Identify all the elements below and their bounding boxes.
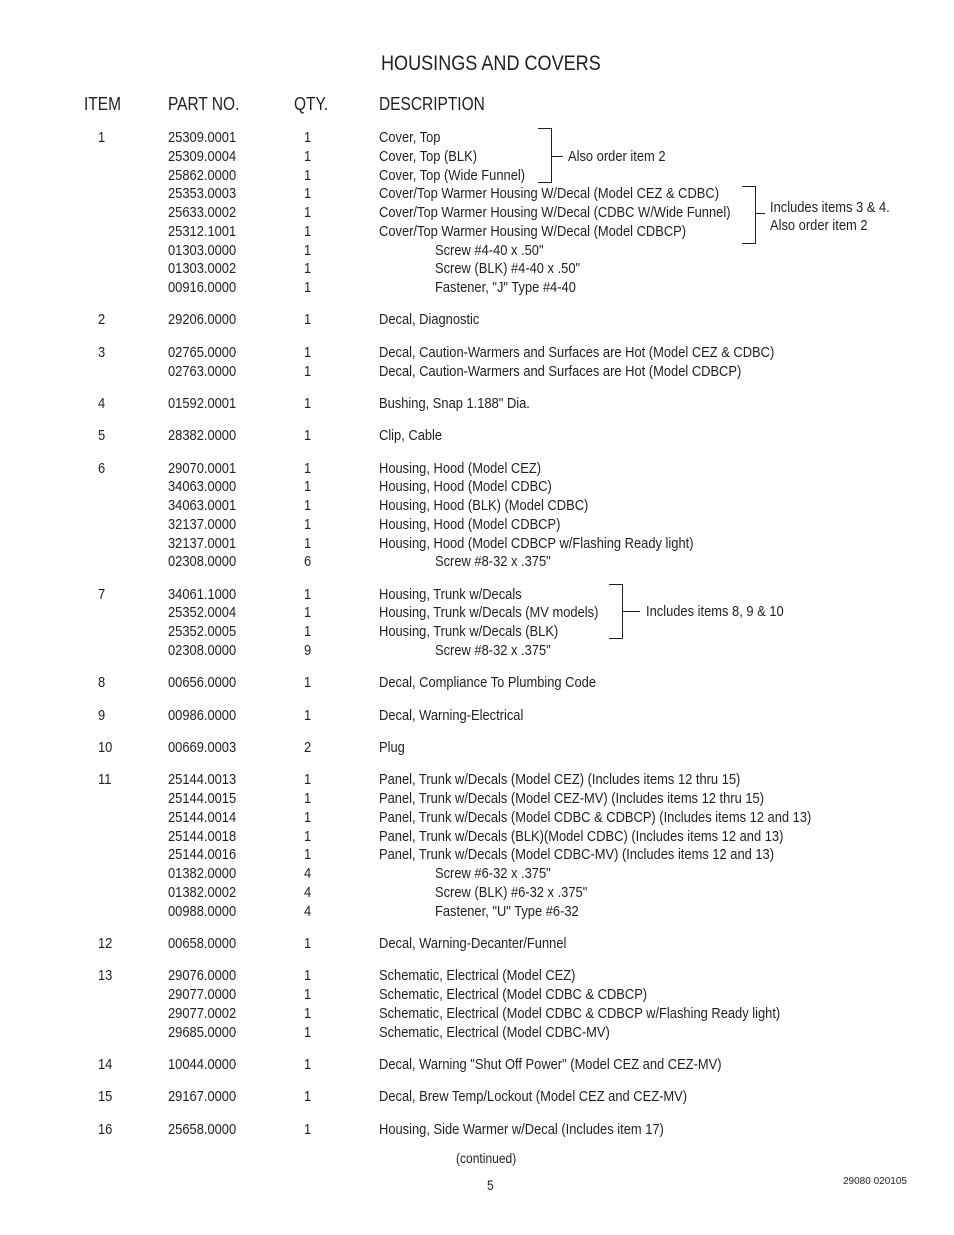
description: Decal, Warning-Electrical	[379, 706, 524, 724]
note-also-order-item-2: Also order item 2	[568, 148, 666, 165]
part-number: 29070.0001	[168, 459, 237, 477]
page-title: HOUSINGS AND COVERS	[381, 52, 601, 75]
description: Clip, Cable	[379, 427, 443, 445]
quantity: 1	[304, 846, 312, 864]
quantity: 1	[304, 1120, 312, 1138]
part-number: 00669.0003	[168, 738, 237, 756]
part-number: 28382.0000	[168, 427, 237, 445]
quantity: 1	[304, 1023, 312, 1041]
part-number: 32137.0001	[168, 534, 237, 552]
quantity: 4	[304, 902, 312, 920]
item-number: 3	[98, 343, 106, 361]
header-description: DESCRIPTION	[379, 94, 485, 114]
description: Housing, Hood (Model CDBC)	[379, 478, 552, 496]
part-number: 02765.0000	[168, 343, 237, 361]
description: Housing, Hood (Model CDBCP)	[379, 515, 561, 533]
part-number: 29077.0000	[168, 986, 237, 1003]
description: Panel, Trunk w/Decals (Model CDBC & CDBCP) (Includes items 12 and 13)	[379, 808, 812, 826]
part-number: 25352.0005	[168, 623, 237, 641]
quantity: 1	[304, 771, 312, 789]
item-number: 11	[98, 771, 112, 789]
quantity: 1	[304, 674, 312, 692]
description: Housing, Side Warmer w/Decal (Includes item 17)	[379, 1120, 664, 1138]
quantity: 1	[304, 427, 312, 445]
description: Panel, Trunk w/Decals (Model CDBC-MV) (Includes items 12 and 13)	[379, 846, 775, 864]
part-number: 29167.0000	[168, 1088, 237, 1106]
description: Decal, Warning-Decanter/Funnel	[379, 934, 567, 952]
description: Housing, Hood (BLK) (Model CDBC)	[379, 497, 589, 514]
quantity: 1	[304, 497, 312, 514]
quantity: 1	[304, 147, 312, 165]
quantity: 1	[304, 827, 312, 845]
quantity: 1	[304, 967, 312, 985]
description: Decal, Brew Temp/Lockout (Model CEZ and CEZ-MV)	[379, 1088, 688, 1106]
item-number: 1	[98, 129, 106, 146]
part-number: 34061.1000	[168, 585, 237, 603]
quantity: 1	[304, 394, 312, 412]
description: Panel, Trunk w/Decals (BLK)(Model CDBC) (Includes items 12 and 13)	[379, 827, 784, 845]
header-part-no: PART NO.	[168, 94, 240, 114]
description: Cover, Top (Wide Funnel)	[379, 166, 526, 184]
description: Decal, Caution-Warmers and Surfaces are Hot (Model CDBCP)	[379, 362, 742, 380]
description: Schematic, Electrical (Model CDBC & CDBCP w/Flashing Ready light)	[379, 1004, 781, 1022]
item-number: 6	[98, 459, 106, 477]
part-number: 25309.0004	[168, 147, 237, 165]
part-number: 29206.0000	[168, 311, 237, 329]
part-number: 25633.0002	[168, 204, 237, 221]
description: Schematic, Electrical (Model CDBC & CDBCP)	[379, 986, 648, 1003]
part-number: 25312.1001	[168, 222, 237, 240]
quantity: 1	[304, 706, 312, 724]
quantity: 1	[304, 1088, 312, 1106]
quantity: 9	[304, 641, 312, 659]
quantity: 1	[304, 166, 312, 184]
description: Screw #6-32 x .375"	[435, 865, 551, 882]
part-number: 02308.0000	[168, 641, 237, 659]
part-number: 01382.0000	[168, 865, 237, 882]
part-number: 10044.0000	[168, 1055, 237, 1073]
quantity: 1	[304, 604, 312, 622]
description: Fastener, "U" Type #6-32	[435, 902, 579, 920]
quantity: 1	[304, 1004, 312, 1022]
quantity: 1	[304, 478, 312, 496]
quantity: 1	[304, 459, 312, 477]
description: Schematic, Electrical (Model CDBC-MV)	[379, 1023, 610, 1041]
item-number: 13	[98, 967, 113, 985]
quantity: 2	[304, 738, 312, 756]
part-number: 00658.0000	[168, 934, 237, 952]
part-number: 25144.0013	[168, 771, 237, 789]
quantity: 1	[304, 260, 312, 278]
description: Plug	[379, 738, 405, 756]
description: Decal, Caution-Warmers and Surfaces are Hot (Model CEZ & CDBC)	[379, 343, 775, 361]
description: Housing, Trunk w/Decals (BLK)	[379, 623, 559, 641]
description: Screw (BLK) #6-32 x .375"	[435, 883, 588, 901]
quantity: 1	[304, 222, 312, 240]
part-number: 00656.0000	[168, 674, 237, 692]
part-number: 34063.0000	[168, 478, 237, 496]
part-number: 01382.0002	[168, 883, 237, 901]
page-number: 5	[487, 1177, 494, 1193]
note-also-order-item-2b: Also order item 2	[770, 217, 868, 234]
quantity: 1	[304, 362, 312, 380]
item-number: 15	[98, 1088, 113, 1106]
quantity: 1	[304, 241, 312, 259]
quantity: 1	[304, 986, 312, 1003]
part-number: 01303.0000	[168, 241, 237, 259]
part-number: 01303.0002	[168, 260, 237, 278]
quantity: 1	[304, 534, 312, 552]
item-number: 9	[98, 706, 106, 724]
part-number: 25862.0000	[168, 166, 237, 184]
description: Cover, Top (BLK)	[379, 147, 477, 165]
description: Screw #8-32 x .375"	[435, 553, 551, 571]
description: Decal, Warning "Shut Off Power" (Model CEZ and CEZ-MV)	[379, 1055, 722, 1073]
description: Fastener, "J" Type #4-40	[435, 279, 576, 296]
quantity: 4	[304, 883, 312, 901]
part-number: 00988.0000	[168, 902, 237, 920]
description: Screw #4-40 x .50"	[435, 241, 544, 259]
part-number: 25144.0016	[168, 846, 237, 864]
item-number: 7	[98, 585, 106, 603]
part-number: 25144.0015	[168, 790, 237, 807]
item-number: 12	[98, 934, 113, 952]
part-number: 25309.0001	[168, 129, 237, 146]
document-code: 29080 020105	[843, 1176, 907, 1187]
description: Screw #8-32 x .375"	[435, 641, 551, 659]
note-includes-items-3-4: Includes items 3 & 4.	[770, 199, 890, 216]
quantity: 1	[304, 204, 312, 221]
item-number: 4	[98, 394, 106, 412]
description: Housing, Hood (Model CDBCP w/Flashing Ready light)	[379, 534, 694, 552]
item-number: 16	[98, 1120, 113, 1138]
description: Housing, Trunk w/Decals (MV models)	[379, 604, 599, 622]
quantity: 1	[304, 343, 312, 361]
description: Cover/Top Warmer Housing W/Decal (Model CEZ & CDBC)	[379, 185, 720, 203]
quantity: 1	[304, 185, 312, 203]
part-number: 25353.0003	[168, 185, 237, 203]
header-item: ITEM	[84, 94, 121, 114]
note-includes-items-8-9-10: Includes items 8, 9 & 10	[646, 603, 784, 620]
quantity: 1	[304, 808, 312, 826]
part-number: 00916.0000	[168, 279, 237, 296]
quantity: 1	[304, 790, 312, 807]
part-number: 02308.0000	[168, 553, 237, 571]
quantity: 4	[304, 865, 312, 882]
description: Decal, Diagnostic	[379, 311, 480, 329]
quantity: 1	[304, 515, 312, 533]
description: Housing, Hood (Model CEZ)	[379, 459, 542, 477]
header-qty: QTY.	[294, 94, 329, 114]
continued-label: (continued)	[456, 1150, 517, 1166]
description: Screw (BLK) #4-40 x .50"	[435, 260, 581, 278]
part-number: 29077.0002	[168, 1004, 237, 1022]
quantity: 1	[304, 1055, 312, 1073]
part-number: 29685.0000	[168, 1023, 237, 1041]
part-number: 25658.0000	[168, 1120, 237, 1138]
part-number: 34063.0001	[168, 497, 237, 514]
description: Cover, Top	[379, 129, 441, 146]
part-number: 25144.0018	[168, 827, 237, 845]
description: Panel, Trunk w/Decals (Model CEZ) (Includes items 12 thru 15)	[379, 771, 741, 789]
item-number: 8	[98, 674, 106, 692]
part-number: 02763.0000	[168, 362, 237, 380]
part-number: 00986.0000	[168, 706, 237, 724]
description: Cover/Top Warmer Housing W/Decal (CDBC W/Wide Funnel)	[379, 204, 731, 221]
part-number: 25144.0014	[168, 808, 237, 826]
description: Panel, Trunk w/Decals (Model CEZ-MV) (Includes items 12 thru 15)	[379, 790, 764, 807]
description: Bushing, Snap 1.188" Dia.	[379, 394, 530, 412]
item-number: 2	[98, 311, 106, 329]
description: Housing, Trunk w/Decals	[379, 585, 522, 603]
quantity: 1	[304, 279, 312, 296]
quantity: 1	[304, 623, 312, 641]
part-number: 29076.0000	[168, 967, 237, 985]
part-number: 25352.0004	[168, 604, 237, 622]
quantity: 1	[304, 129, 312, 146]
part-number: 01592.0001	[168, 394, 237, 412]
description: Decal, Compliance To Plumbing Code	[379, 674, 597, 692]
part-number: 32137.0000	[168, 515, 237, 533]
item-number: 14	[98, 1055, 113, 1073]
quantity: 1	[304, 585, 312, 603]
description: Schematic, Electrical (Model CEZ)	[379, 967, 576, 985]
quantity: 1	[304, 311, 312, 329]
item-number: 5	[98, 427, 106, 445]
description: Cover/Top Warmer Housing W/Decal (Model CDBCP)	[379, 222, 687, 240]
item-number: 10	[98, 738, 113, 756]
quantity: 6	[304, 553, 312, 571]
quantity: 1	[304, 934, 312, 952]
